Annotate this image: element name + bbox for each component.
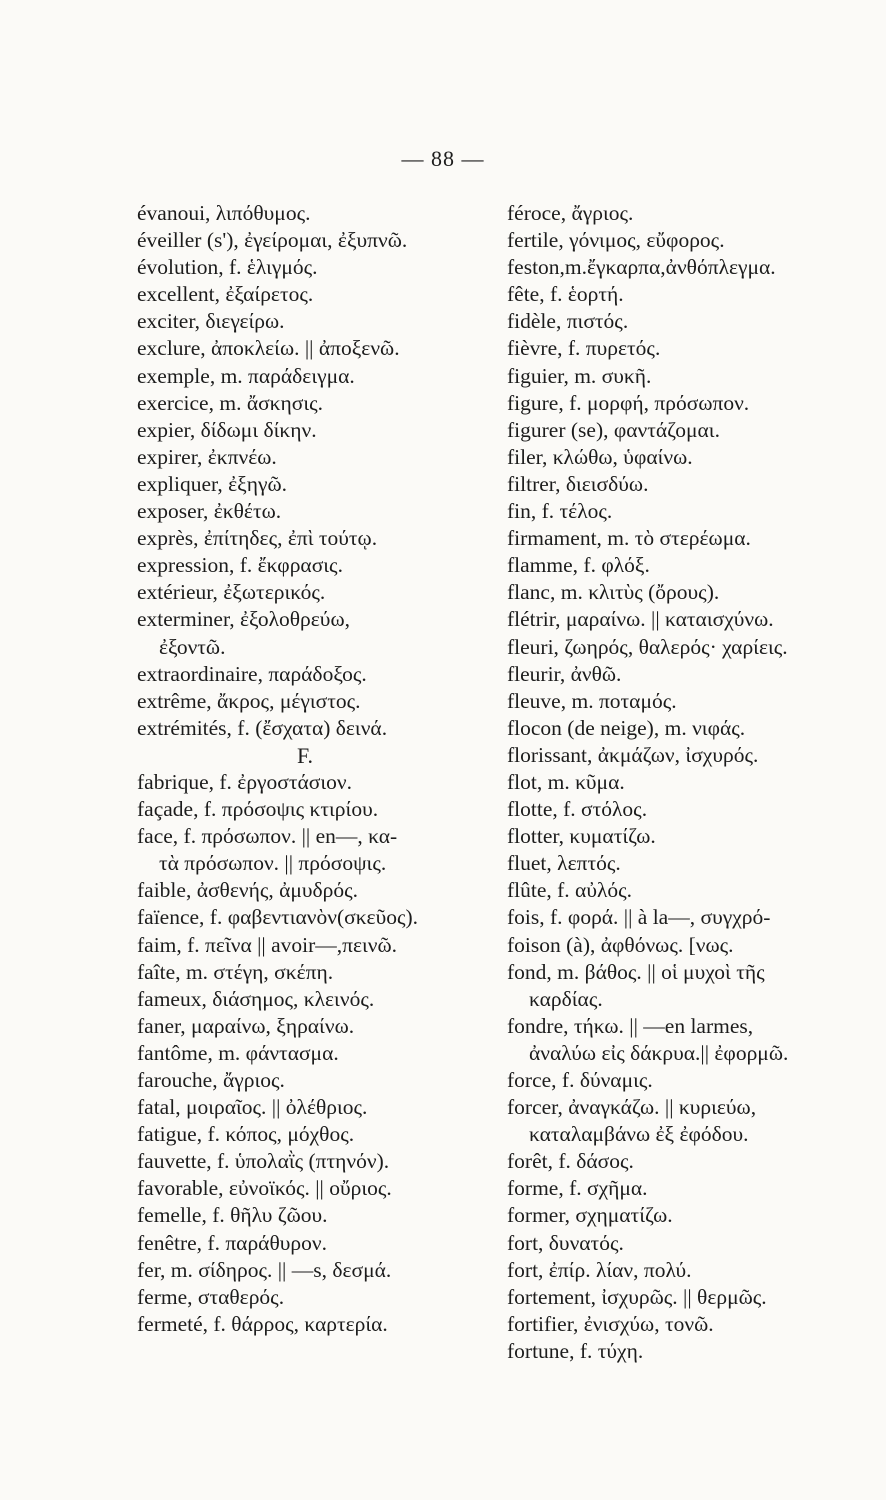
dictionary-entry: expirer, ἐκπνέω. [137, 444, 277, 469]
page-number: — 88 — [401, 146, 485, 171]
dictionary-entry: forcer, ἀναγκάζω. || κυριεύω, [507, 1095, 757, 1120]
dictionary-entry: fluet, λεπτός. [507, 851, 621, 876]
dictionary-entry: former, σχηματίζω. [507, 1203, 673, 1228]
section-letter-heading: F. [297, 742, 313, 768]
dictionary-entry: fin, f. τέλος. [507, 499, 613, 524]
dictionary-entry: évanoui, λιπόθυμος. [137, 201, 311, 225]
dictionary-entry: force, f. δύναμις. [507, 1068, 653, 1092]
dictionary-entry: faîte, m. στέγη, σκέπη. [137, 959, 334, 984]
dictionary-entry: τὰ πρόσωπον. || πρόσοψις. [159, 851, 387, 876]
dictionary-entry: extraordinaire, παράδοξος. [137, 661, 367, 686]
dictionary-entry: fort, ἐπίρ. λίαν, πολύ. [507, 1257, 692, 1282]
dictionary-entry: ferme, σταθερός. [137, 1284, 285, 1309]
dictionary-entry: fauvette, f. ὑπολαῒς (πτηνόν). [137, 1149, 390, 1174]
dictionary-entry: exercice, m. ἄσκησις. [137, 390, 324, 415]
dictionary-entry: expression, f. ἔκφρασις. [137, 553, 343, 578]
dictionary-entry: forêt, f. δάσος. [507, 1149, 634, 1174]
left-column [137, 200, 517, 1338]
dictionary-entry: fidèle, πιστός. [507, 309, 629, 334]
dictionary-entry: exclure, ἀποκλείω. || ἀποξενῶ. [137, 336, 400, 361]
dictionary-entry: faim, f. πεῖνα || avoir—,πεινῶ. [137, 932, 398, 957]
dictionary-entry: florissant, ἀκμάζων, ἰσχυρός. [507, 742, 759, 767]
dictionary-entry: excellent, ἐξαίρετος. [137, 282, 314, 307]
dictionary-entry: femelle, f. θῆλυ ζῶου. [137, 1203, 328, 1228]
dictionary-entry: fondre, τήκω. || —en larmes, [507, 1013, 754, 1038]
dictionary-entry: firmament, m. τὸ στερέωμα. [507, 526, 751, 551]
dictionary-entry: καταλαμβάνω ἐξ ἐφόδου. [529, 1122, 749, 1147]
dictionary-entry: exterminer, ἐξολοθρεύω, [137, 607, 350, 632]
dictionary-entry: flamme, f. φλόξ. [507, 553, 650, 578]
dictionary-entry: fermeté, f. θάρρος, καρτερία. [137, 1311, 388, 1336]
dictionary-entry: exciter, διεγείρω. [137, 309, 285, 334]
dictionary-entry: fond, m. βάθος. || οἱ μυχοὶ τῆς [507, 959, 765, 984]
dictionary-entry: fer, m. σίδηρος. || —s, δεσμά. [137, 1257, 392, 1282]
dictionary-entry: fertile, γόνιμος, εὔφορος. [507, 228, 725, 253]
dictionary-entry: faïence, f. φαβεντιανὸν(σκεῦος). [137, 905, 419, 930]
dictionary-entry: exemple, m. παράδειγμα. [137, 363, 355, 388]
dictionary-entry: fatigue, f. κόπος, μόχθος. [137, 1122, 355, 1147]
dictionary-entry: flotte, f. στόλος. [507, 797, 648, 822]
dictionary-entry: fièvre, f. πυρετός. [507, 336, 661, 361]
dictionary-entry: fenêtre, f. παράθυρον. [137, 1230, 327, 1255]
dictionary-entry: flocon (de neige), m. νιφάς. [507, 715, 746, 740]
dictionary-entry: fortement, ἰσχυρῶς. || θερμῶς. [507, 1284, 767, 1309]
dictionary-entry: καρδίας. [529, 986, 603, 1011]
dictionary-entry: fleuri, ζωηρός, θαλερός· χαρίεις. [507, 634, 788, 659]
dictionary-entry: fois, f. φορά. || à la—, συγχρό- [507, 905, 771, 930]
dictionary-entry: expier, δίδωμι δίκην. [137, 417, 317, 442]
dictionary-entry: filer, κλώθω, ὑφαίνω. [507, 444, 693, 469]
dictionary-entry: fabrique, f. ἐργοστάσιον. [137, 769, 353, 794]
dictionary-entry: forme, f. σχῆμα. [507, 1176, 648, 1201]
dictionary-entry: flotter, κυματίζω. [507, 824, 656, 849]
dictionary-entry: flot, m. κῦμα. [507, 769, 625, 794]
dictionary-entry: ἀναλύω εἰς δάκρυα.|| ἐφορμῶ. [529, 1040, 789, 1065]
dictionary-entry: faner, μαραίνω, ξηραίνω. [137, 1013, 355, 1038]
dictionary-entry: expliquer, ἐξηγῶ. [137, 471, 287, 496]
dictionary-entry: fête, f. ἑορτή. [507, 282, 624, 307]
dictionary-entry: féroce, ἄγριος. [507, 201, 634, 225]
right-column [507, 200, 877, 1365]
dictionary-entry: figuier, m. συκῆ. [507, 363, 652, 388]
dictionary-entry: fortifier, ἐνισχύω, τονῶ. [507, 1311, 714, 1336]
dictionary-entry: façade, f. πρόσοψις κτιρίου. [137, 797, 379, 822]
dictionary-entry: extrémités, f. (ἔσχατα) δεινά. [137, 715, 388, 740]
dictionary-entry: flûte, f. αὐλός. [507, 878, 633, 903]
dictionary-entry: feston,m.ἔγκαρπα,ἀνθόπλεγμα. [507, 255, 776, 280]
dictionary-entry: fortune, f. τύχη. [507, 1338, 644, 1363]
dictionary-entry: fatal, μοιραῖος. || ὀλέθριος. [137, 1095, 368, 1120]
dictionary-entry: foison (à), ἀφθόνως. [νως. [507, 932, 734, 957]
dictionary-entry: flanc, m. κλιτὺς (ὄρους). [507, 580, 720, 605]
dictionary-entry: extérieur, ἐξωτερικός. [137, 580, 326, 605]
dictionary-entry: fleuve, m. ποταμός. [507, 688, 677, 713]
dictionary-entry: figure, f. μορφή, πρόσωπον. [507, 390, 750, 415]
dictionary-entry: ἐξοντῶ. [159, 634, 226, 659]
dictionary-entry: fort, δυνατός. [507, 1230, 624, 1255]
dictionary-entry: exposer, ἐκθέτω. [137, 499, 282, 524]
dictionary-entry: éveiller (s'), ἐγείρομαι, ἐξυπνῶ. [137, 228, 408, 253]
dictionary-entry: farouche, ἄγριος. [137, 1068, 285, 1092]
dictionary-entry: extrême, ἄκρος, μέγιστος. [137, 688, 361, 713]
dictionary-entry: fleurir, ἀνθῶ. [507, 661, 622, 686]
dictionary-entry: fameux, διάσημος, κλεινός. [137, 986, 375, 1011]
dictionary-entry: fantôme, m. φάντασμα. [137, 1040, 339, 1065]
dictionary-entry: figurer (se), φαντάζομαι. [507, 417, 720, 442]
dictionary-entry: évolution, f. ἑλιγμός. [137, 255, 318, 280]
dictionary-entry: flétrir, μαραίνω. || καταισχύνω. [507, 607, 774, 632]
dictionary-entry: face, f. πρόσωπον. || en—, κα- [137, 824, 398, 849]
dictionary-entry: filtrer, διεισδύω. [507, 471, 649, 496]
dictionary-entry: exprès, ἐπίτηδες, ἐπὶ τούτῳ. [137, 526, 378, 551]
dictionary-entry: favorable, εὐνοϊκός. || οὔριος. [137, 1176, 392, 1201]
dictionary-entry: faible, ἀσθενής, ἀμυδρός. [137, 878, 359, 903]
